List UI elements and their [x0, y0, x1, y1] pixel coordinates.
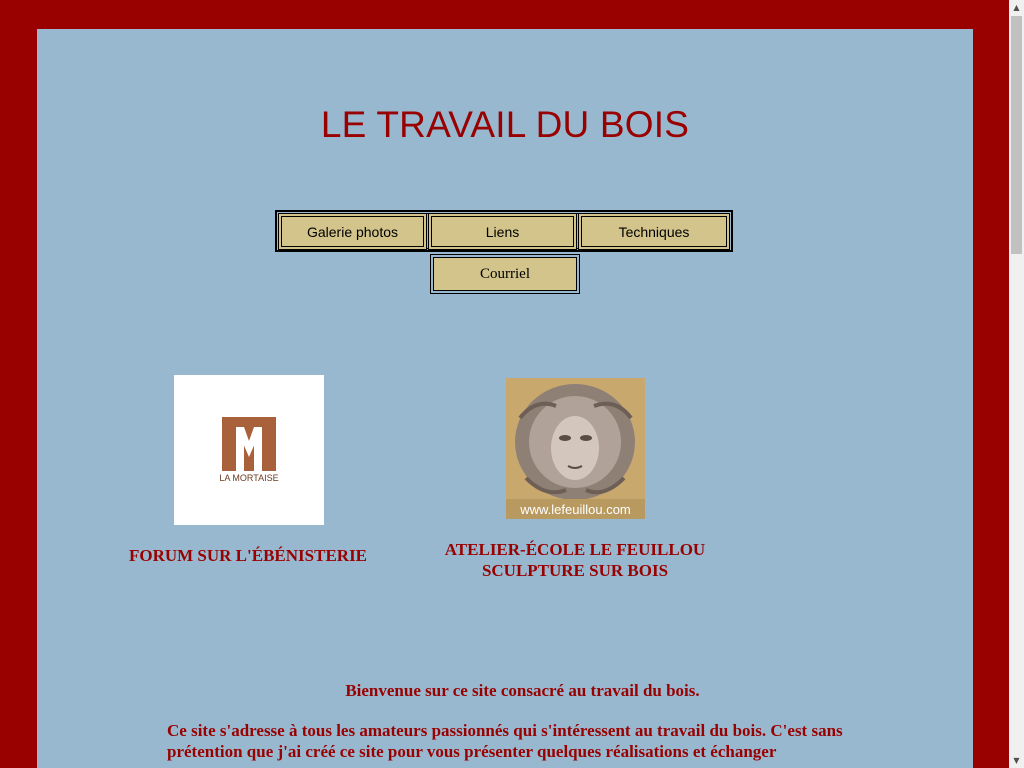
le-feuillou-logo[interactable]	[506, 378, 645, 519]
courriel-label: Courriel	[480, 265, 530, 282]
techniques-label: Techniques	[618, 223, 690, 240]
svg-text:LA MORTAISE: LA MORTAISE	[219, 473, 279, 483]
intro-paragraph: Ce site s'adresse à tous les amateurs passionnés qui s'intéressent au travail du bois. C'est sans prétention que j'ai créé ce site pour vous présenter quelques réalisations et échanger	[167, 721, 843, 761]
liens-label: Liens	[485, 223, 520, 240]
scrollbar-thumb[interactable]	[1011, 16, 1022, 254]
galerie-photos-label: Galerie photos	[306, 223, 399, 240]
lefeuillou-url: www.lefeuillou.com	[520, 502, 631, 517]
feuillou-caption-line2: SCULPTURE SUR BOIS	[481, 561, 669, 580]
feuillou-caption-line1: ATELIER-ÉCOLE LE FEUILLOU	[444, 540, 706, 559]
page-title: LE TRAVAIL DU BOIS	[320, 104, 690, 145]
forum-caption: FORUM SUR L'ÉBÉNISTERIE	[128, 546, 368, 565]
liens-button[interactable]	[428, 213, 577, 250]
galerie-photos-button[interactable]	[278, 213, 427, 250]
mortaise-logo-icon	[174, 375, 324, 525]
techniques-button[interactable]	[578, 213, 730, 250]
vertical-scrollbar[interactable]	[1009, 0, 1024, 768]
scroll-down-arrow-icon[interactable]: ▼	[1013, 756, 1020, 765]
wood-carved-face-icon	[506, 378, 645, 519]
scroll-up-arrow-icon[interactable]: ▲	[1013, 3, 1020, 12]
la-mortaise-logo[interactable]	[174, 375, 324, 525]
welcome-text: Bienvenue sur ce site consacré au travail du bois.	[345, 681, 700, 700]
page-body	[37, 29, 973, 768]
forum-ebenisterie-link[interactable]	[97, 545, 399, 566]
feuillou-atelier-link[interactable]	[417, 539, 733, 581]
courriel-button[interactable]	[433, 257, 577, 291]
